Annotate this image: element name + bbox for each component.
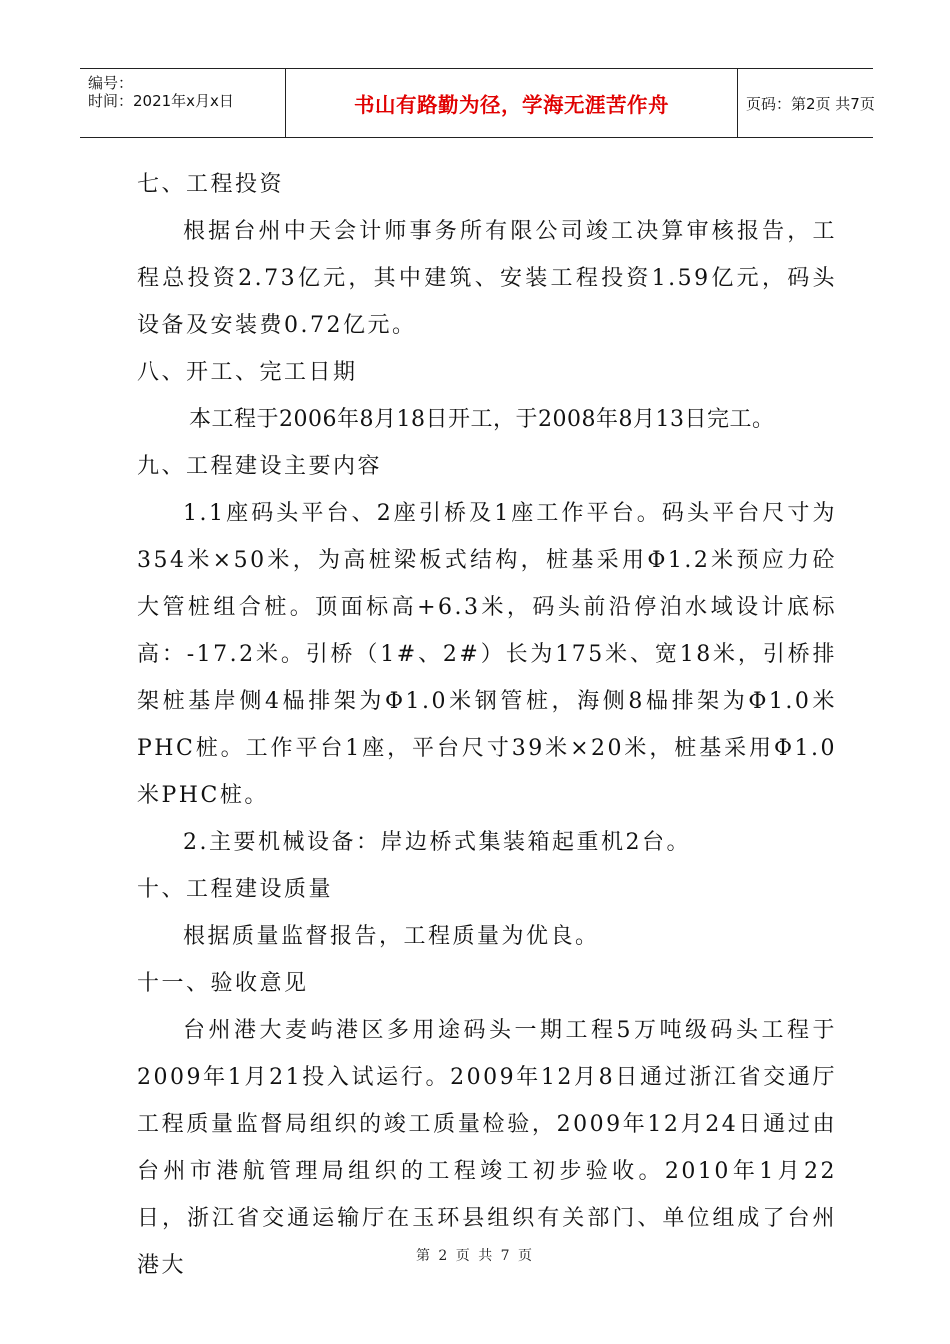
section-9-text-1: 1.1座码头平台、2座引桥及1座工作平台。码头平台尺寸为354米×50米，为高桩梁板式结构，桩基采用Φ1.2米预应力砼大管桩组合桩。顶面标高+6.3米，码头前沿停泊水域设计底标高：-17.2米。引桥（1#、2#）长为175米、宽18米，引桥排架桩基岸侧4榀排架为Φ1.0米钢管桩，海侧8榀排架为Φ1.0米PHC桩。工作平台1座，平台尺寸39米×20米，桩基采用Φ1.0米PHC桩。 bbox=[137, 501, 837, 808]
number-label: 编号： bbox=[88, 74, 134, 92]
section-8-text: 本工程于2006年8月18日开工，于2008年8月13日完工。 bbox=[189, 407, 775, 432]
header-meta bbox=[80, 69, 285, 137]
section-9-text-2: 2.主要机械设备：岸边桥式集装箱起重机2台。 bbox=[183, 830, 691, 855]
header-page-info: 页码：第2页 共7页 bbox=[746, 94, 875, 113]
section-7-text: 根据台州中天会计师事务所有限公司竣工决算审核报告，工程总投资2.73亿元，其中建筑、安装工程投资1.59亿元，码头设备及安装费0.72亿元。 bbox=[137, 219, 837, 338]
section-9-title: 九、工程建设主要内容 bbox=[137, 454, 383, 479]
document-body bbox=[137, 161, 837, 1289]
section-8-title: 八、开工、完工日期 bbox=[137, 360, 358, 385]
section-11-title: 十一、验收意见 bbox=[137, 971, 309, 996]
section-11-text: 台州港大麦屿港区多用途码头一期工程5万吨级码头工程于2009年1月21投入试运行。2009年12月8日通过浙江省交通厅工程质量监督局组织的竣工质量检验，2009年12月24日通过由台州市港航管理局组织的工程竣工初步验收。2010年1月22日，浙江省交通运输厅在玉环县组织有关部门、单位组成了台州港大 bbox=[137, 1018, 837, 1278]
page-footer: 第 2 页 共 7 页 bbox=[415, 1248, 535, 1264]
section-10-text: 根据质量监督报告，工程质量为优良。 bbox=[183, 924, 600, 949]
section-10-title: 十、工程建设质量 bbox=[137, 877, 334, 902]
header-motto: 书山有路勤为径，学海无涯苦作舟 bbox=[354, 93, 669, 117]
document-header bbox=[80, 68, 873, 138]
time-label: 时间：2021年x月x日 bbox=[88, 92, 234, 110]
section-7-title: 七、工程投资 bbox=[137, 172, 285, 197]
